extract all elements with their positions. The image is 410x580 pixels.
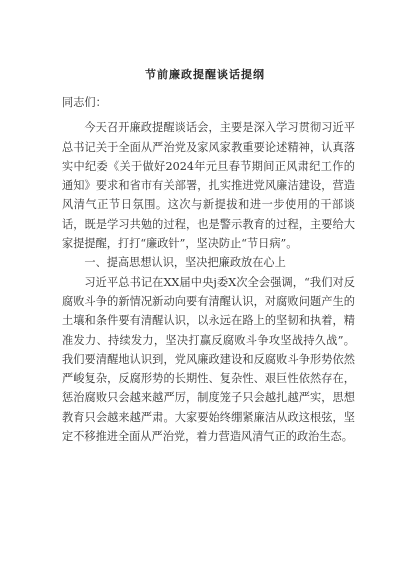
paragraph-section-1: 习近平总书记在XX届中央j委X次全会强调，“我们对反腐败斗争的新情况新动向要有清醒认识，对腐败问题产生的土壤和条件要有清醒认识，以永远在路上的坚韧和执着，精准发力、持续发力，坚决打赢反腐败斗争攻坚战持久战”。我们要清醒地认识到，党风廉政建设和反腐败斗争形势依然严峻复杂，反腐形势的长期性、复杂性、艰巨性依然存在，惩治腐败只会越来越严厉，制度笼子只会越扎越严实，思想教育只会越来越严肃。大家要始终绷紧廉洁从政这根弦，坚定不移推进全面从严治党，着力营造风清气正的政治生态。: [62, 275, 355, 444]
salutation: 同志们：: [62, 96, 107, 109]
document-body: [62, 93, 355, 446]
section-heading-1: 一、提高思想认识，坚决把廉政放在心上: [84, 256, 286, 270]
document-title: 节前廉政提醒谈话提纲: [145, 68, 265, 81]
paragraph-intro: 今天召开廉政提醒谈话会，主要是深入学习贯彻习近平总书记关于全面从严治党及家风家教重要论述精神，认真落实中纪委《关于做好2024年元旦春节期间正风肃纪工作的通知》要求和省市有关部署，扎实推进党风廉洁建设，营造风清气正节日氛围。这次与新提拔和进一步使用的干部谈话，既是学习共勉的过程，也是警示教育的过程，主要给大家提提醒，打打“廉政针”，坚决防止“节日病”。: [62, 121, 355, 251]
